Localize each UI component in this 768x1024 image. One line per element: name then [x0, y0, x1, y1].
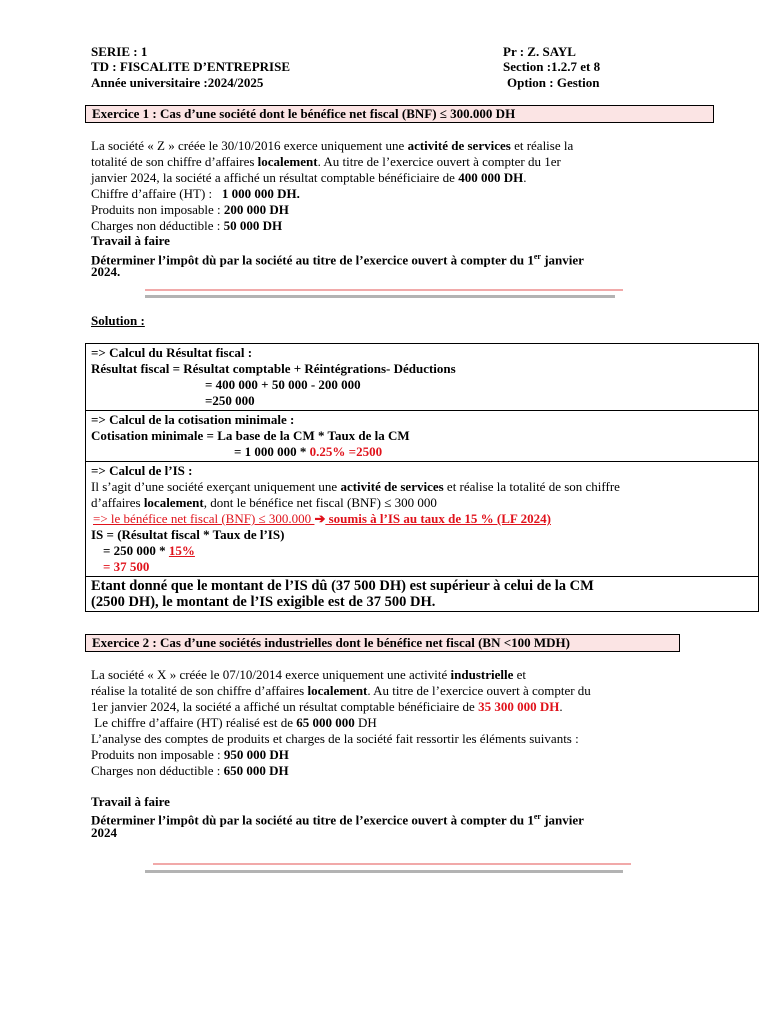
ex1-produits: Produits non imposable : 200 000 DH [91, 202, 289, 217]
professor-label: Pr : Z. SAYL [503, 44, 576, 59]
ex1-line-2: totalité de son chiffre d’affaires localement. Au titre de l’exercice ouvert à compter du 1er [91, 154, 561, 169]
ex2-line-3: 1er janvier 2024, la société a affiché un résultat comptable bénéficiaire de 35 300 000 DH. [91, 699, 563, 714]
separator-pink-1 [145, 289, 623, 291]
ex2-determiner-year: 2024 [91, 825, 117, 840]
ex2-line-1: La société « X » créée le 07/10/2014 exerce uniquement une activité industrielle et [91, 667, 527, 682]
ex1-line-3: janvier 2024, la société a affiché un résultat comptable bénéficiaire de 400 000 DH. [91, 170, 527, 185]
solution-cotisation-minimale: => Calcul de la cotisation minimale : Cotisation minimale = La base de la CM * Taux de la CM = 1 000 000 * 0.25% =2500 [86, 411, 758, 462]
ex1-determiner-year: 2024. [91, 264, 121, 279]
solution-label: Solution : [91, 313, 145, 328]
ex2-travail: Travail à faire [91, 794, 170, 809]
option-label: Option : Gestion [507, 75, 600, 90]
ex2-determiner: Déterminer l’impôt dù par la société au titre de l’exercice ouvert à compter du 1er janvier [91, 812, 584, 828]
ex2-line-4: Le chiffre d’affaire (HT) réalisé est de 65 000 000 DH [91, 715, 377, 730]
series-label: SERIE : 1 [91, 44, 148, 59]
arrow-right-icon: ➔ [314, 511, 326, 526]
solution-resultat-fiscal: => Calcul du Résultat fiscal : Résultat fiscal = Résultat comptable + Réintégrations- Déductions = 400 000 + 50 000 - 200 000 =250 000 [86, 344, 758, 411]
solution-conclusion: Etant donné que le montant de l’IS dû (37 500 DH) est supérieur à celui de la CM (2500 DH), le montant de l’IS exigible est de 37 500 DH. [91, 578, 594, 610]
ex1-charges: Charges non déductible : 50 000 DH [91, 218, 283, 233]
separator-pink-2 [153, 863, 631, 865]
year-label: Année universitaire :2024/2025 [91, 75, 264, 90]
ex1-determiner: Déterminer l’impôt dù par la société au titre de l’exercice ouvert à compter du 1er janvier [91, 252, 584, 268]
exercise-1-title: Exercice 1 : Cas d’une société dont le bénéfice net fiscal (BNF) ≤ 300.000 DH [85, 105, 714, 123]
separator-gray-1 [145, 295, 615, 298]
separator-gray-2 [145, 870, 623, 873]
section-label: Section :1.2.7 et 8 [503, 59, 601, 74]
ex2-charges: Charges non déductible : 650 000 DH [91, 763, 289, 778]
ex2-line-5: L’analyse des comptes de produits et charges de la société fait ressortir les éléments suivants : [91, 731, 579, 746]
course-title: TD : FISCALITE D’ENTREPRISE [91, 59, 291, 74]
solution-is: => Calcul de l’IS : Il s’agit d’une société exerçant uniquement une activité de services et réalise la totalité de son chiffre d’affaires localement, dont le bénéfice net fiscal (BNF) ≤ 300 000 => le bénéfice net fiscal (BNF) ≤ 300.000 ➔ soumis à l’IS au taux de 15 % (LF 2024) IS = (Résultat fiscal * Taux de l’IS) = 250 000 * 15% = 37 500 [86, 462, 758, 577]
ex2-produits: Produits non imposable : 950 000 DH [91, 747, 289, 762]
solution-table [85, 343, 759, 612]
ex1-ca: Chiffre d’affaire (HT) : 1 000 000 DH. [91, 186, 300, 201]
ex2-line-2: réalise la totalité de son chiffre d’affaires localement. Au titre de l’exercice ouvert à compter du [91, 683, 591, 698]
exercise-2-title: Exercice 2 : Cas d’une sociétés industrielles dont le bénéfice net fiscal (BN <100 MDH) [85, 634, 680, 652]
ex1-line-1: La société « Z » créée le 30/10/2016 exerce uniquement une activité de services et réalise la [91, 138, 574, 153]
ex1-travail: Travail à faire [91, 233, 170, 248]
